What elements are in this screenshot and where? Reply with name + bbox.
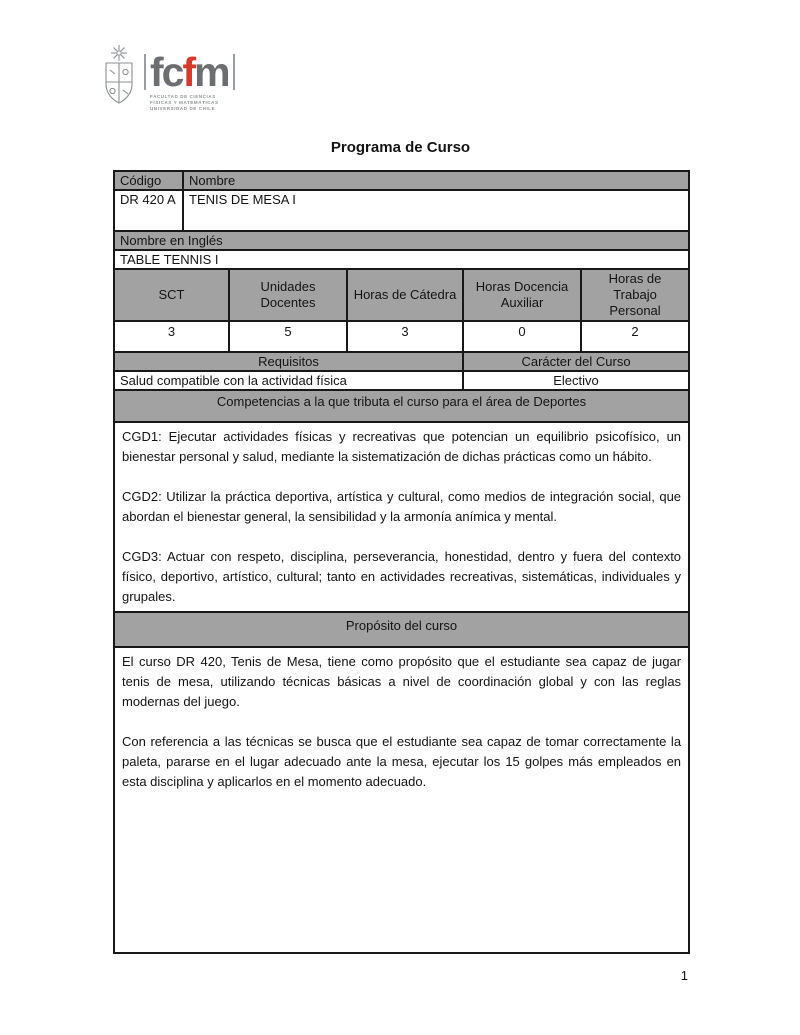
- horas-catedra-header-cell: Horas de Cátedra: [347, 269, 463, 321]
- proposito-paragraph-2: Con referencia a las técnicas se busca que el estudiante sea capaz de tomar correctamente la paleta, pararse en el lugar adecuado ante la mesa, ejecutar los 15 golpes más empleados en esta disciplina y aplicarlos en el momento adecuado.: [122, 734, 682, 789]
- competencia-cgd1-paragraph: CGD1: Ejecutar actividades físicas y recreativas que potencian un equilibrio psicofísico, un bienestar personal y salud, mediante la sistematización de dichas prácticas como un hábito.: [122, 429, 682, 464]
- requisitos-header-cell: Requisitos: [114, 352, 463, 371]
- logo-caption: [150, 94, 235, 112]
- nombre-ingles-value-cell: TABLE TENNIS I: [114, 250, 689, 269]
- nombre-value-cell: TENIS DE MESA I: [183, 190, 689, 231]
- nombre-ingles-header-cell: Nombre en Inglés: [114, 231, 689, 250]
- logo-caption-line: UNIVERSIDAD DE CHILE: [150, 105, 216, 111]
- horas-docencia-auxiliar-value-cell: 0: [463, 321, 581, 352]
- logo-divider-bar: [144, 54, 146, 90]
- table-row-proposito-body: [114, 647, 689, 953]
- unidades-docentes-header-cell: Unidades Docentes: [229, 269, 347, 321]
- starburst-icon: [111, 45, 127, 61]
- logo-text-block: [144, 49, 235, 112]
- logo-caption-line: FACULTAD DE CIENCIAS: [150, 94, 216, 99]
- table-row-english-name-value: [114, 250, 689, 269]
- table-row-credit-headers: [114, 269, 689, 321]
- logo-letter-m: m: [194, 49, 229, 96]
- competencias-body-cell: [114, 422, 689, 612]
- logo-letters-fc: fc: [150, 49, 183, 96]
- horas-trabajo-personal-value-cell: 2: [581, 321, 689, 352]
- table-row-competencias-body: [114, 422, 689, 612]
- table-row-competencias-header: [114, 390, 689, 422]
- table-row-requisitos-values: [114, 371, 689, 390]
- sct-header-cell: SCT: [114, 269, 229, 321]
- logo-acronym: [150, 49, 229, 96]
- course-program-table: [113, 170, 690, 954]
- horas-docencia-auxiliar-header-cell: Horas Docencia Auxiliar: [463, 269, 581, 321]
- logo-divider-bar: [233, 54, 235, 90]
- requisitos-value-cell: Salud compatible con la actividad física: [114, 371, 463, 390]
- codigo-value-cell: DR 420 A: [114, 190, 183, 231]
- table-row-english-name-header: [114, 231, 689, 250]
- codigo-header-cell: Código: [114, 171, 183, 190]
- logo-wordmark: [144, 49, 235, 96]
- sct-value-cell: 3: [114, 321, 229, 352]
- proposito-body-cell: [114, 647, 689, 953]
- caracter-value-cell: Electivo: [463, 371, 689, 390]
- competencias-header-cell: Competencias a la que tributa el curso para el área de Deportes: [114, 390, 689, 422]
- page-number: 1: [680, 968, 688, 983]
- horas-catedra-value-cell: 3: [347, 321, 463, 352]
- horas-trabajo-personal-header-cell: Horas de Trabajo Personal: [581, 269, 689, 321]
- competencia-cgd2-paragraph: CGD2: Utilizar la práctica deportiva, artística y cultural, como medios de integración social, que abordan el bienestar general, la sensibilidad y la armonía anímica y mental.: [122, 489, 682, 524]
- competencia-cgd3-paragraph: CGD3: Actuar con respeto, disciplina, perseverancia, honestidad, dentro y fuera del contexto físico, deportivo, artístico, cultural; tanto en actividades recreativas, sistemáticas, individuales y grupales.: [122, 549, 682, 604]
- proposito-paragraph-1: El curso DR 420, Tenis de Mesa, tiene como propósito que el estudiante sea capaz de jugar tenis de mesa, utilizando técnicas básicas a nivel de coordinación global y con las reglas modernas del juego.: [122, 654, 682, 709]
- table-row-credit-values: [114, 321, 689, 352]
- logo-letter-f-red: f: [182, 49, 195, 96]
- logo-caption-line: FÍSICAS Y MATEMÁTICAS: [150, 99, 219, 105]
- proposito-header-cell: Propósito del curso: [114, 612, 689, 647]
- nombre-header-cell: Nombre: [183, 171, 689, 190]
- caracter-header-cell: Carácter del Curso: [463, 352, 689, 371]
- table-row-code-name-values: [114, 190, 689, 231]
- university-logo: [99, 44, 235, 112]
- page-title: Programa de Curso: [330, 139, 471, 156]
- table-row-requisitos-header: [114, 352, 689, 371]
- unidades-docentes-value-cell: 5: [229, 321, 347, 352]
- university-crest-icon: [99, 44, 139, 106]
- table-row-proposito-header: [114, 612, 689, 647]
- table-row-code-name-header: [114, 171, 689, 190]
